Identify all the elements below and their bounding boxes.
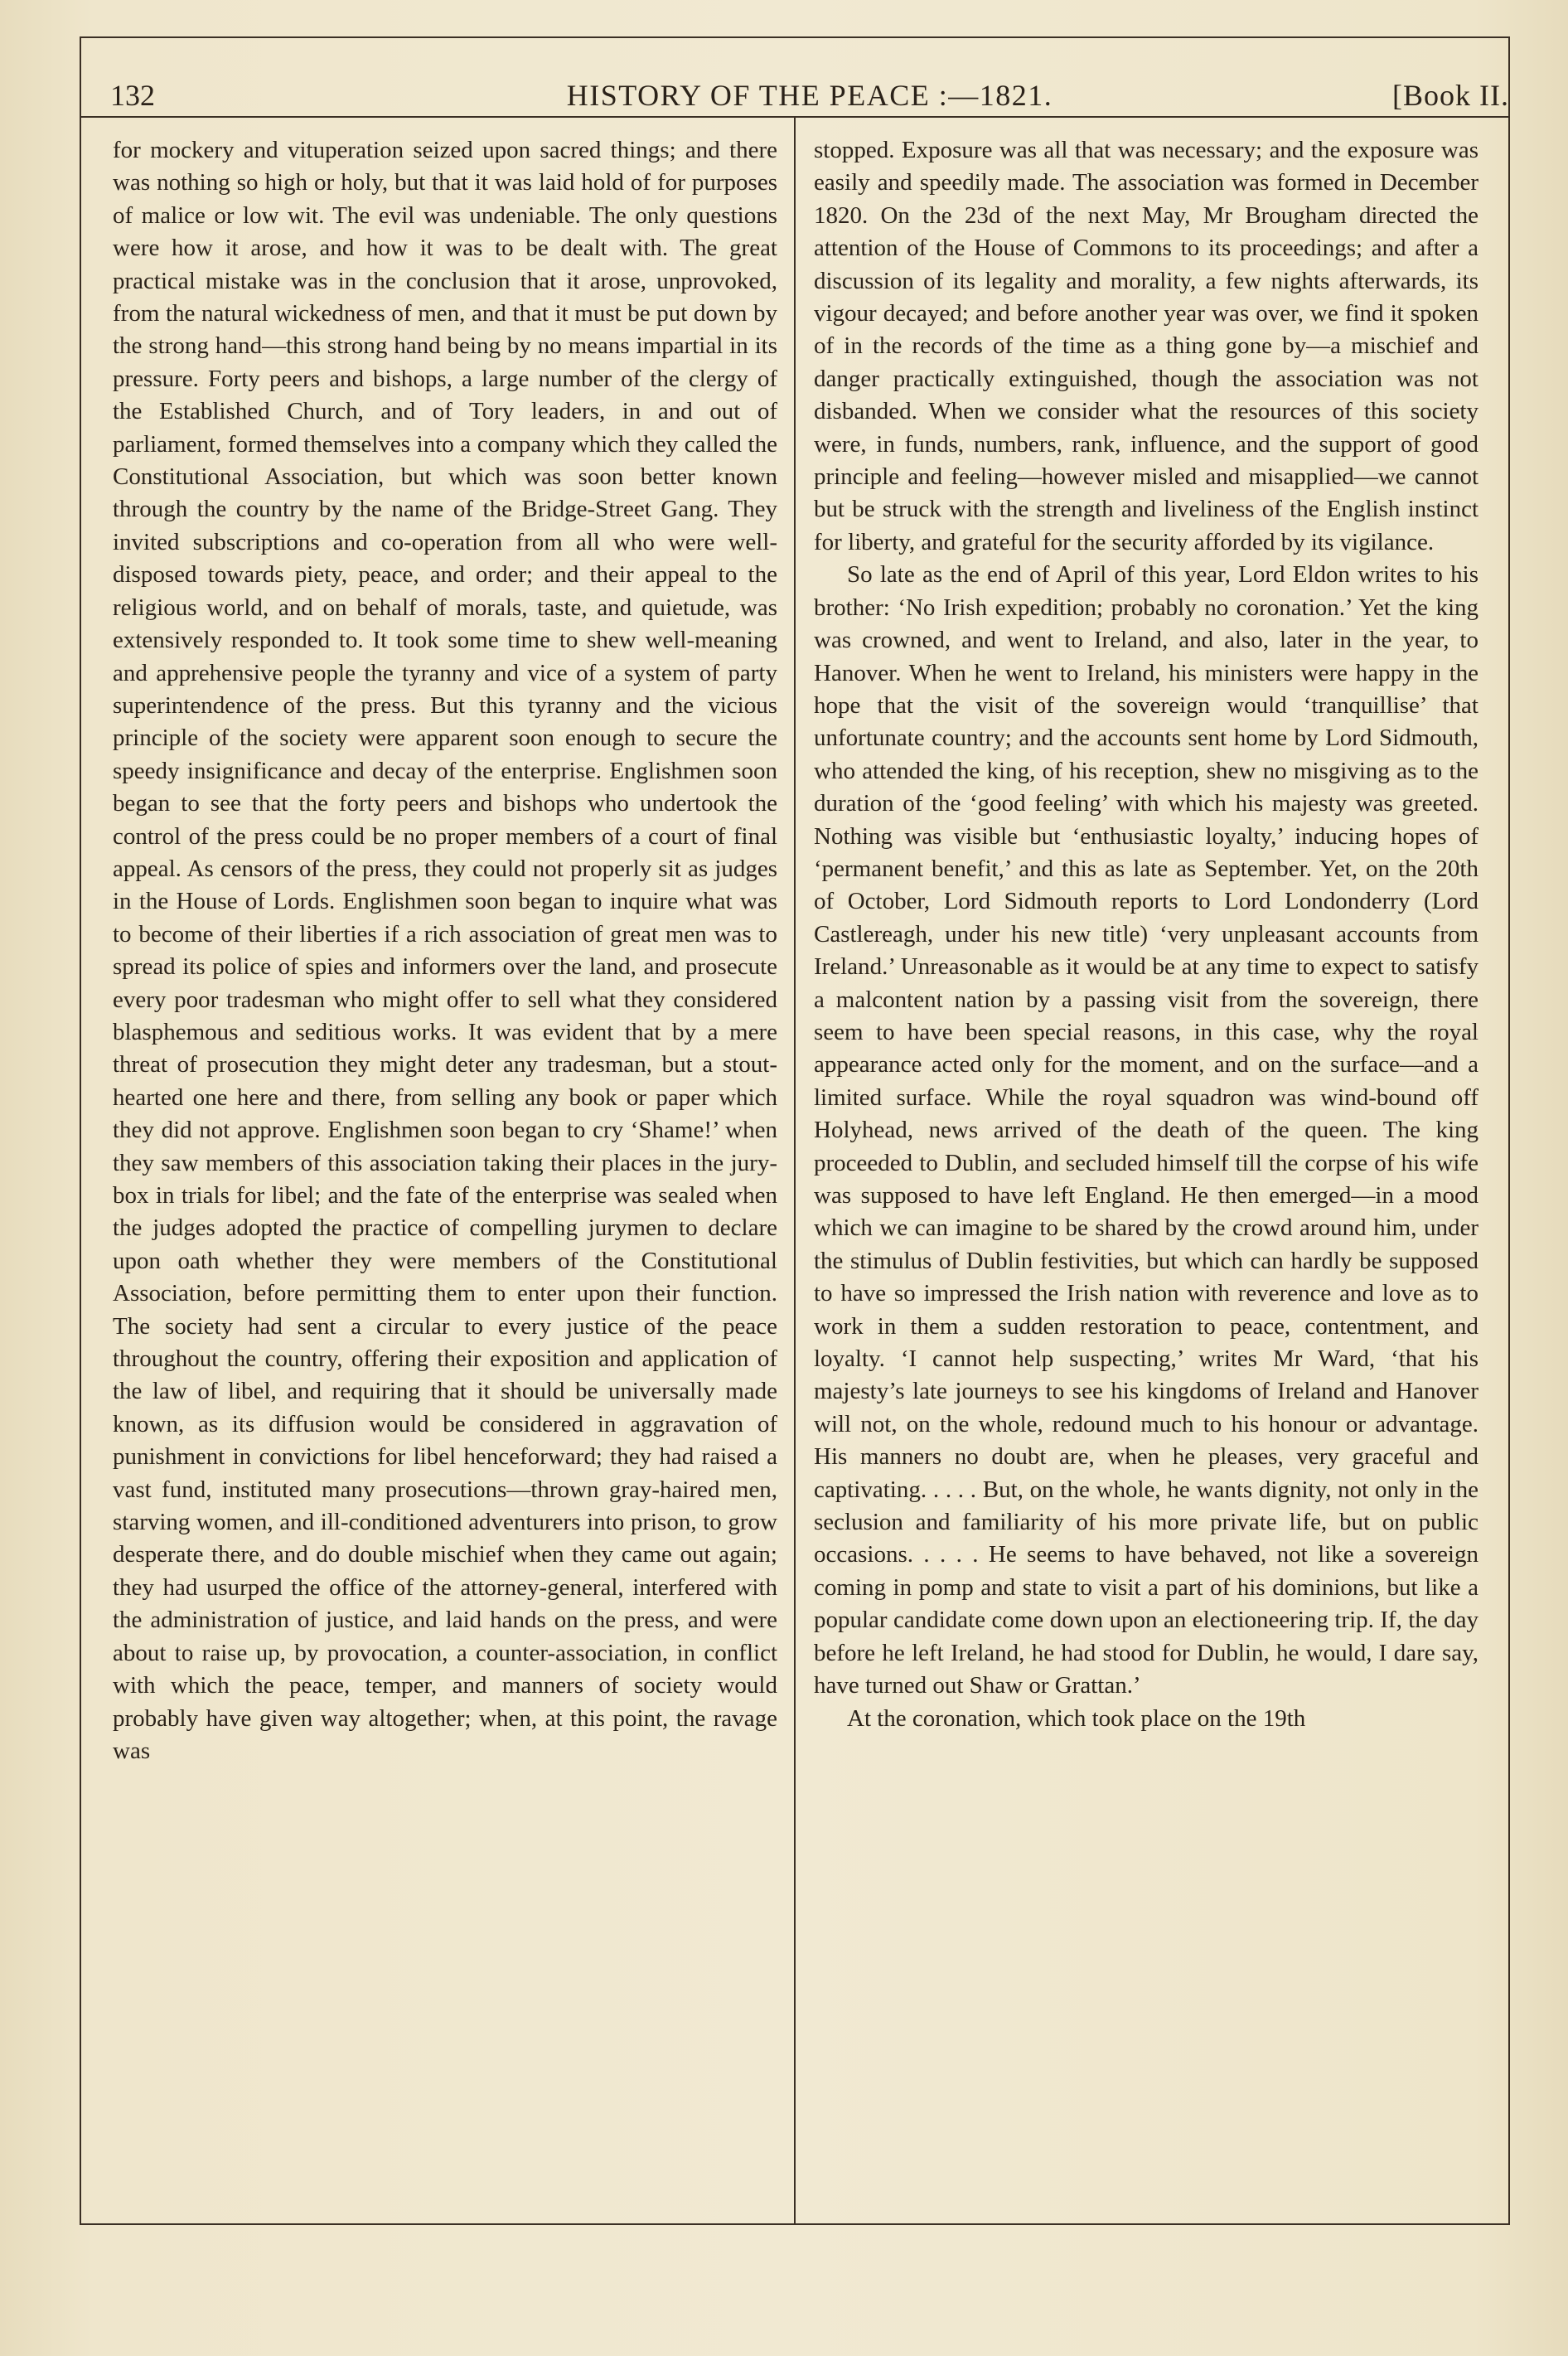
page-number: 132 — [110, 79, 155, 112]
paragraph: for mockery and vituperation seized upon sacred things; and there was nothing so high or holy, but that it was laid hold of for purposes of malice or low wit. The evil was undeniable. The only questions were how it arose, and how it was to be dealt with. The great practical mistake was in the conclusion that it arose, unprovoked, from the natural wickedness of men, and that it must be put down by the strong hand—this strong hand being by no means impartial in its pressure. Forty peers and bishops, a large number of the clergy of the Established Church, and of Tory leaders, in and out of parliament, formed themselves into a company which they called the Constitutional Association, but which was soon better known through the country by the name of the Bridge-Street Gang. They invited subscriptions and co-operation from all who were well-disposed towards piety, peace, and order; and their appeal to the religious world, and on behalf of morals, taste, and quietude, was extensively responded to. It took some time to shew well-meaning and apprehensive people the tyranny and vice of a system of party superintendence of the press. But this tyranny and the vicious principle of the society were apparent soon enough to secure the speedy insignificance and decay of the enterprise. Englishmen soon began to see that the forty peers and bishops who undertook the control of the press could be no proper members of a court of final appeal. As censors of the press, they could not properly sit as judges in the House of Lords. Englishmen soon began to inquire what was to become of their liberties if a rich association of great men was to spread its police of spies and informers over the land, and prosecute every poor tradesman who might offer to sell what they considered blasphemous and seditious works. It was evident that by a mere threat of prosecution they might deter any tradesman, but a stout-hearted one here and there, from selling any book or paper which they did not approve. Englishmen soon began to cry ‘Shame!’ when they saw members of this association taking their places in the jury-box in trials for libel; and the fate of the enterprise was sealed when the judges adopted the practice of compelling jurymen to declare upon oath whether they were members of the Constitutional Association, before permitting them to enter upon their function. The society had sent a circular to every justice of the peace throughout the country, offering their exposition and application of the law of libel, and requiring that it should be universally made known, as its diffusion would be considered in aggravation of punishment in convictions for libel henceforward; they had raised a vast fund, instituted many prosecutions—thrown gray-haired men, starving women, and ill-conditioned adventurers into prison, to grow desperate there, and do double mischief when they came out again; they had usurped the office of the attorney-general, interfered with the administration of justice, and laid hands on the press, and were about to raise up, by provocation, a counter-association, in conflict with which the peace, temper, and manners of society would probably have given way altogether; when, at this point, the ravage was — [113, 137, 777, 1764]
running-title: HISTORY OF THE PEACE :—1821. — [566, 79, 1053, 112]
right-border-rule — [1508, 36, 1510, 2225]
paragraph: At the coronation, which took place on the 19th — [847, 1704, 1306, 1732]
bottom-rule — [80, 2223, 1510, 2225]
book-label: [Book II. — [1392, 79, 1509, 112]
left-column — [113, 134, 777, 2205]
right-column — [814, 134, 1478, 2205]
running-header — [110, 73, 1509, 114]
top-rule — [80, 36, 1510, 38]
paragraph: stopped. Exposure was all that was necessary; and the exposure was easily and speedily made. The association was formed in December 1820. On the 23d of the next May, Mr Brougham directed the attention of the House of Commons to its proceedings; and after a discussion of its legality and morality, a few nights afterwards, its vigour decayed; and before another year was over, we find it spoken of in the records of the time as a thing gone by—a mischief and danger practically extinguished, though the association was not disbanded. When we consider what the resources of this society were, in funds, numbers, rank, influence, and the support of good principle and feeling—however misled and misapplied—we cannot but be struck with the strength and liveliness of the English instinct for liberty, and grateful for the security afforded by its vigilance. — [814, 137, 1478, 555]
paragraph: So late as the end of April of this year, Lord Eldon writes to his brother: ‘No Irish expedition; probably no coronation.’ Yet the king was crowned, and went to Ireland, and also, later in the year, to Hanover. When he went to Ireland, his ministers were happy in the hope that the visit of the sovereign would ‘tranquillise’ that unfortunate country; and the accounts sent home by Lord Sidmouth, who attended the king, of his reception, shew no misgiving as to the duration of the ‘good feeling’ with which his majesty was greeted. Nothing was visible but ‘enthusiastic loyalty,’ inducing hopes of ‘permanent benefit,’ and this as late as September. Yet, on the 20th of October, Lord Sidmouth reports to Lord Londonderry (Lord Castlereagh, under his new title) ‘very unpleasant accounts from Ireland.’ Unreasonable as it would be at any time to expect to satisfy a malcontent nation by a passing visit from the sovereign, there seem to have been special reasons, in this case, why the royal appearance acted only for the moment, and on the surface—and a limited surface. While the royal squadron was wind-bound off Holyhead, news arrived of the death of the queen. The king proceeded to Dublin, and secluded himself till the corpse of his wife was supposed to have left England. He then emerged—in a mood which we can imagine to be shared by the crowd around him, under the stimulus of Dublin festivities, but which can hardly be supposed to have so impressed the Irish nation with reverence and love as to work in them a sudden restoration to peace, contentment, and loyalty. ‘I cannot help suspecting,’ writes Mr Ward, ‘that his majesty’s late journeys to see his kingdoms of Ireland and Hanover will not, on the whole, redound much to his honour or advantage. His manners no doubt are, when he pleases, very graceful and captivating. . . . . But, on the whole, he wants dignity, not only in the seclusion and familiarity of his more private life, but on public occasions. . . . . He seems to have behaved, not like a sovereign coming in pomp and state to visit a part of his dominions, but like a popular candidate come down upon an electioneering trip. If, the day before he left Ireland, he had stood for Dublin, he would, I dare say, have turned out Shaw or Grattan.’ — [814, 561, 1478, 1699]
left-border-rule — [80, 36, 81, 2225]
column-divider-rule — [794, 116, 796, 2225]
